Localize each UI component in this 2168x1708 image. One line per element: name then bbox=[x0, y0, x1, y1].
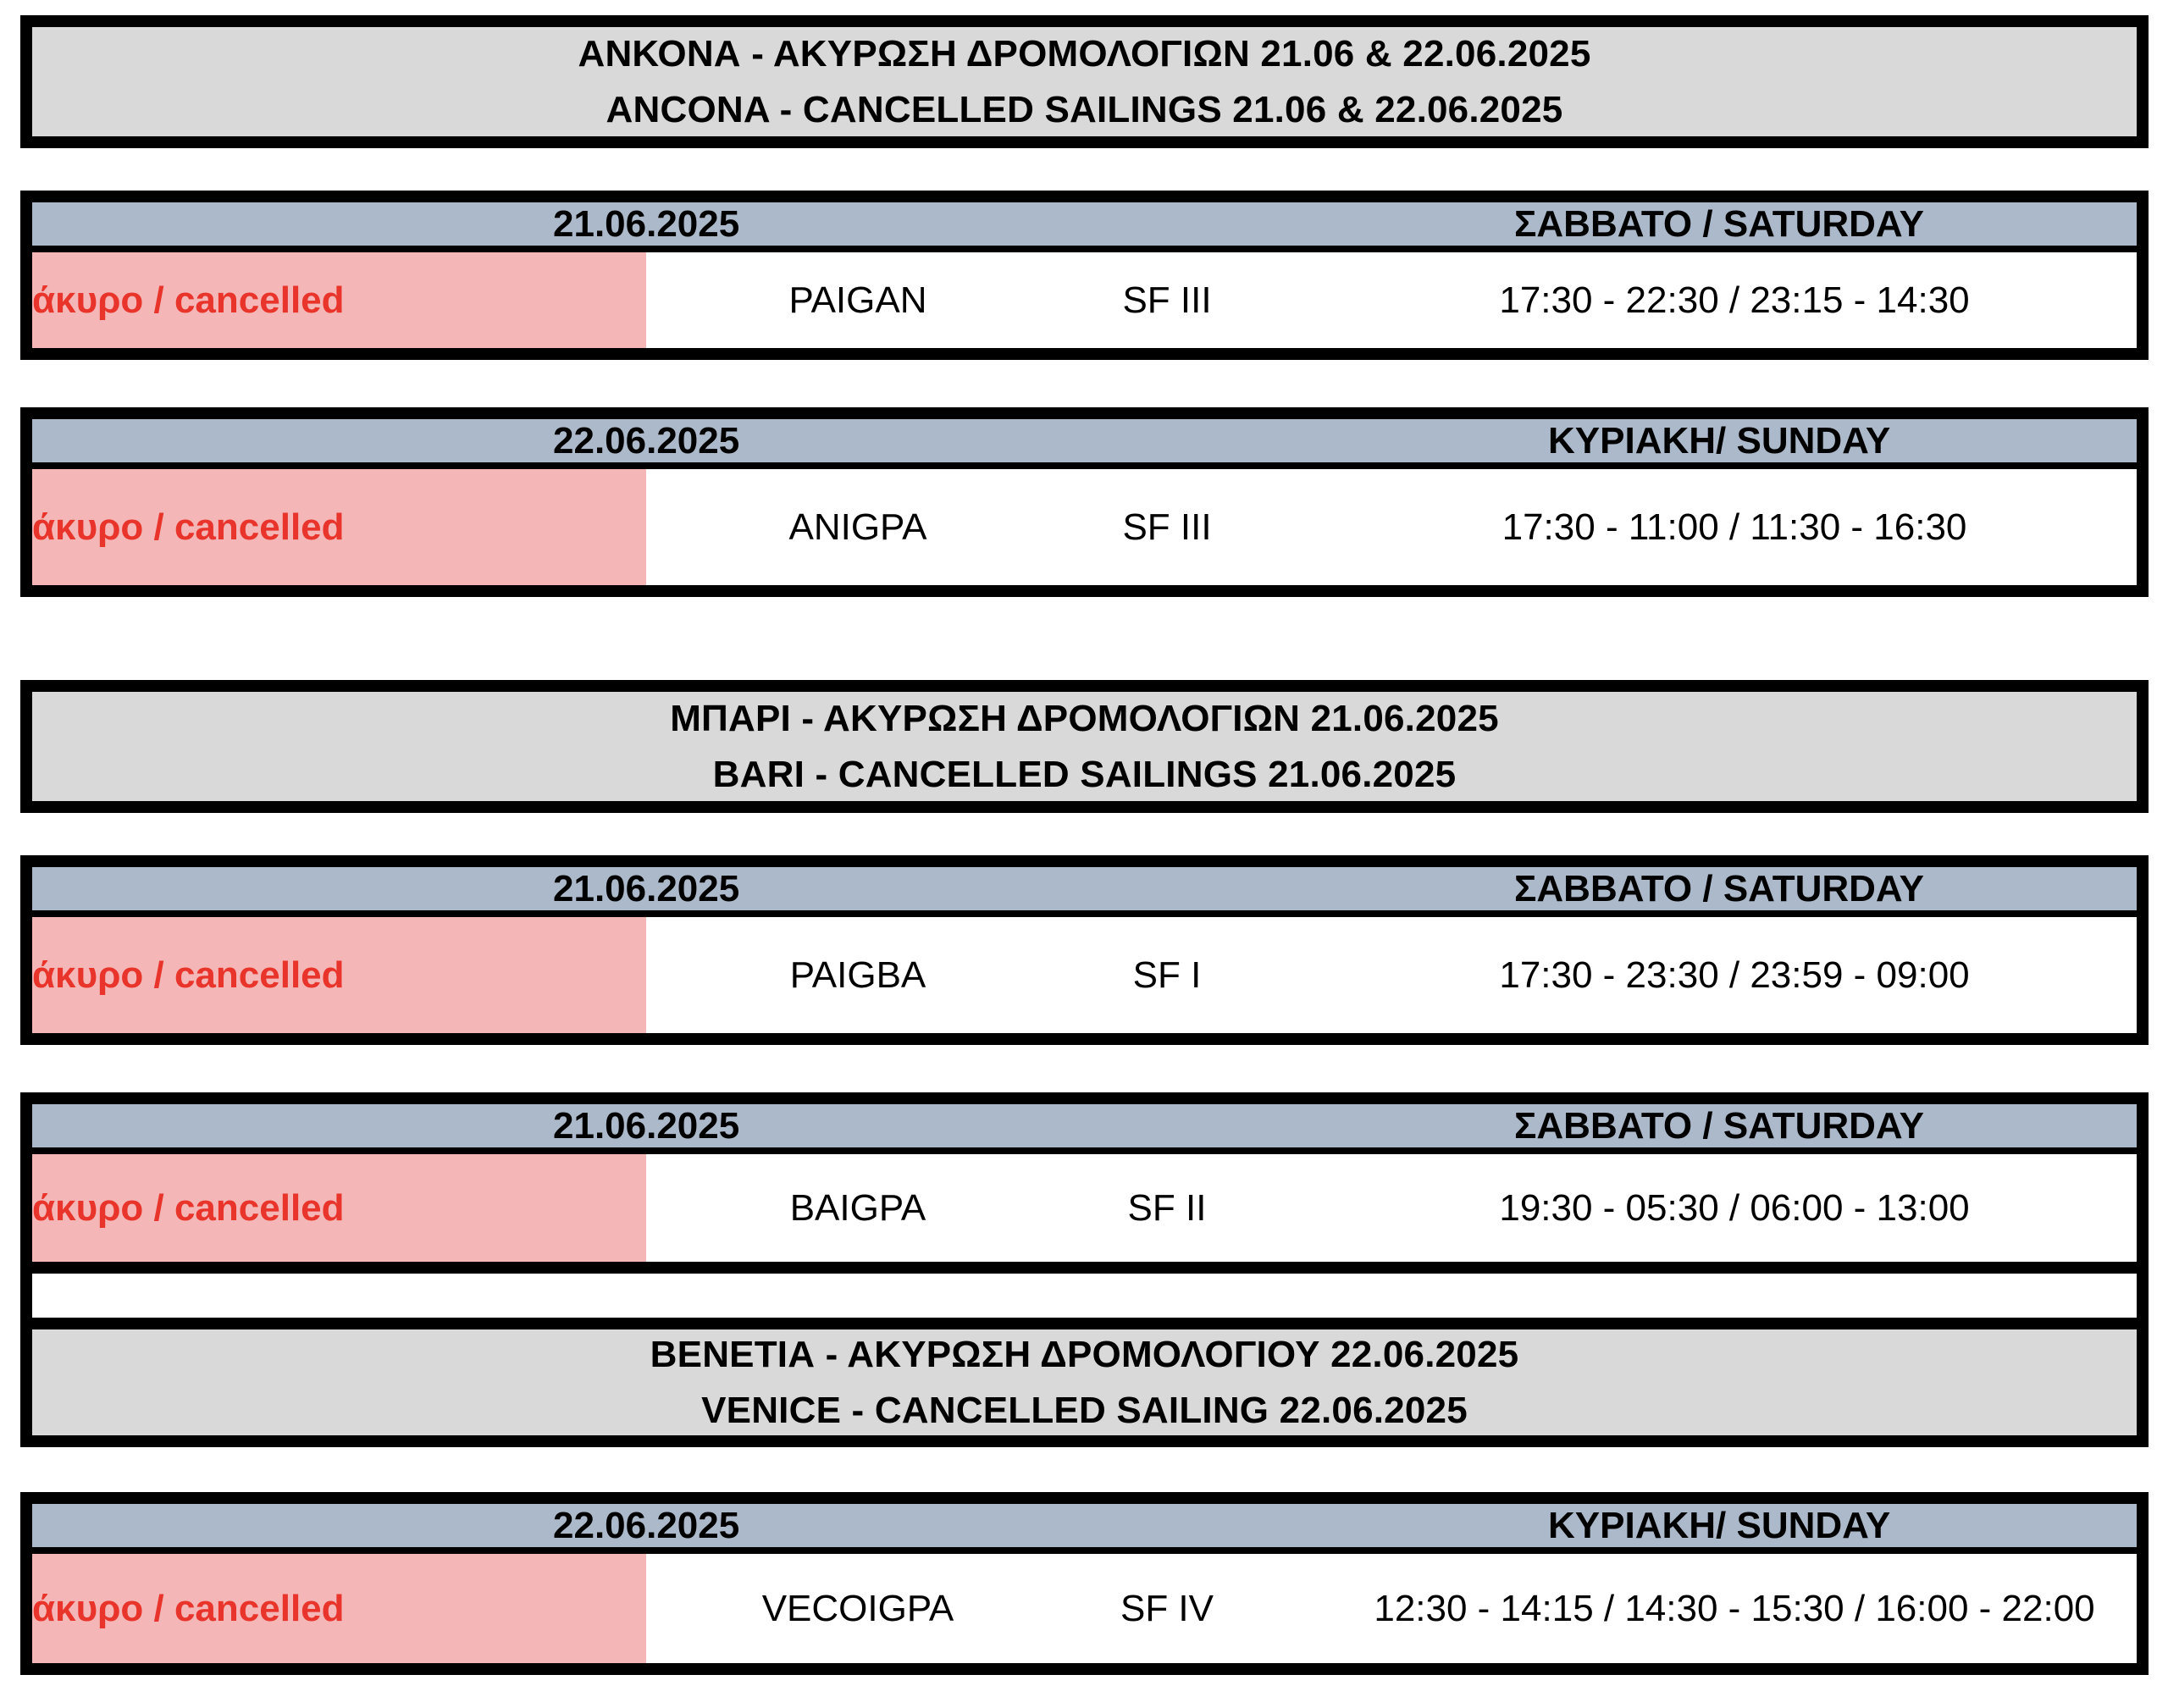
cancelled-status-cell bbox=[32, 252, 646, 348]
sailing-date: 21.06.2025 bbox=[553, 868, 740, 909]
vessel-name: SF III bbox=[1122, 506, 1212, 548]
bari-title-greek: ΜΠΑΡΙ - ΑΚΥΡΩΣΗ ΔΡΟΜΟΛΟΓΙΩΝ 21.06.2025 bbox=[670, 697, 1499, 739]
sailing-row bbox=[32, 469, 2137, 585]
venice-title-greek: ΒΕΝΕΤΙΑ - ΑΚΥΡΩΣΗ ΔΡΟΜΟΛΟΓΙΟΥ 22.06.2025 bbox=[650, 1333, 1519, 1375]
vessel-name: SF I bbox=[1132, 953, 1202, 996]
venice-title-english: VENICE - CANCELLED SAILING 22.06.2025 bbox=[701, 1389, 1468, 1431]
cancelled-status: άκυρο / cancelled bbox=[32, 279, 345, 321]
bari-title-box bbox=[20, 680, 2149, 813]
sailing-times: 17:30 - 11:00 / 11:30 - 16:30 bbox=[1502, 506, 1967, 548]
vessel-name: SF II bbox=[1127, 1186, 1207, 1229]
sailing-card-bari-2 bbox=[20, 1092, 2149, 1274]
route-code: PAIGAN bbox=[788, 279, 927, 321]
venice-title-box bbox=[20, 1318, 2149, 1447]
sailing-header bbox=[32, 202, 2137, 252]
sailing-times: 19:30 - 05:30 / 06:00 - 13:00 bbox=[1499, 1186, 1970, 1229]
route-code: VECOIGPA bbox=[761, 1587, 954, 1629]
cancelled-status-cell bbox=[32, 1154, 646, 1262]
route-code: PAIGBA bbox=[789, 953, 926, 996]
sailing-day: ΣΑΒΒΑΤΟ / SATURDAY bbox=[1514, 868, 1924, 909]
cancelled-status: άκυρο / cancelled bbox=[32, 1587, 345, 1629]
sailing-times: 17:30 - 23:30 / 23:59 - 09:00 bbox=[1499, 953, 1970, 996]
sailing-date: 21.06.2025 bbox=[553, 203, 740, 245]
sailing-day: ΚΥΡΙΑΚΗ/ SUNDAY bbox=[1548, 1505, 1891, 1546]
sailing-header bbox=[32, 419, 2137, 469]
sailing-date: 21.06.2025 bbox=[553, 1105, 740, 1147]
blank-row bbox=[20, 1262, 2149, 1325]
sailing-row bbox=[32, 252, 2137, 348]
sailing-header bbox=[32, 867, 2137, 917]
sailing-date: 22.06.2025 bbox=[553, 420, 740, 462]
sailing-card-venice-1 bbox=[20, 1492, 2149, 1675]
sailing-day: ΣΑΒΒΑΤΟ / SATURDAY bbox=[1514, 203, 1924, 245]
sailing-times: 17:30 - 22:30 / 23:15 - 14:30 bbox=[1499, 279, 1970, 321]
ancona-title-greek: ΑΝΚΟΝΑ - ΑΚΥΡΩΣΗ ΔΡΟΜΟΛΟΓΙΩΝ 21.06 & 22.06.2025 bbox=[578, 32, 1591, 75]
route-code: ANIGPA bbox=[788, 506, 927, 548]
sailing-header bbox=[32, 1504, 2137, 1554]
sailing-card-ancona-1 bbox=[20, 191, 2149, 360]
vessel-name: SF III bbox=[1122, 279, 1212, 321]
sailing-row bbox=[32, 1554, 2137, 1663]
sailing-card-ancona-2 bbox=[20, 407, 2149, 597]
ancona-title-english: ANCONA - CANCELLED SAILINGS 21.06 & 22.06.2025 bbox=[606, 88, 1563, 130]
cancelled-status: άκυρο / cancelled bbox=[32, 953, 345, 996]
sailing-row bbox=[32, 1154, 2137, 1262]
sailing-row bbox=[32, 917, 2137, 1033]
sailing-times: 12:30 - 14:15 / 14:30 - 15:30 / 16:00 - 22:00 bbox=[1374, 1587, 2095, 1629]
sailing-day: ΚΥΡΙΑΚΗ/ SUNDAY bbox=[1548, 420, 1891, 462]
sailing-card-bari-1 bbox=[20, 855, 2149, 1045]
sailing-date: 22.06.2025 bbox=[553, 1505, 740, 1546]
ancona-title-box bbox=[20, 15, 2149, 148]
sailing-header bbox=[32, 1104, 2137, 1154]
route-code: BAIGPA bbox=[789, 1186, 926, 1229]
sailing-day: ΣΑΒΒΑΤΟ / SATURDAY bbox=[1514, 1105, 1924, 1147]
bari-title-english: BARI - CANCELLED SAILINGS 21.06.2025 bbox=[712, 753, 1457, 795]
cancelled-status-cell bbox=[32, 469, 646, 585]
cancelled-status-cell bbox=[32, 1554, 646, 1663]
cancelled-status-cell bbox=[32, 917, 646, 1033]
cancelled-status: άκυρο / cancelled bbox=[32, 1186, 345, 1229]
vessel-name: SF IV bbox=[1120, 1587, 1214, 1629]
cancelled-status: άκυρο / cancelled bbox=[32, 506, 345, 548]
